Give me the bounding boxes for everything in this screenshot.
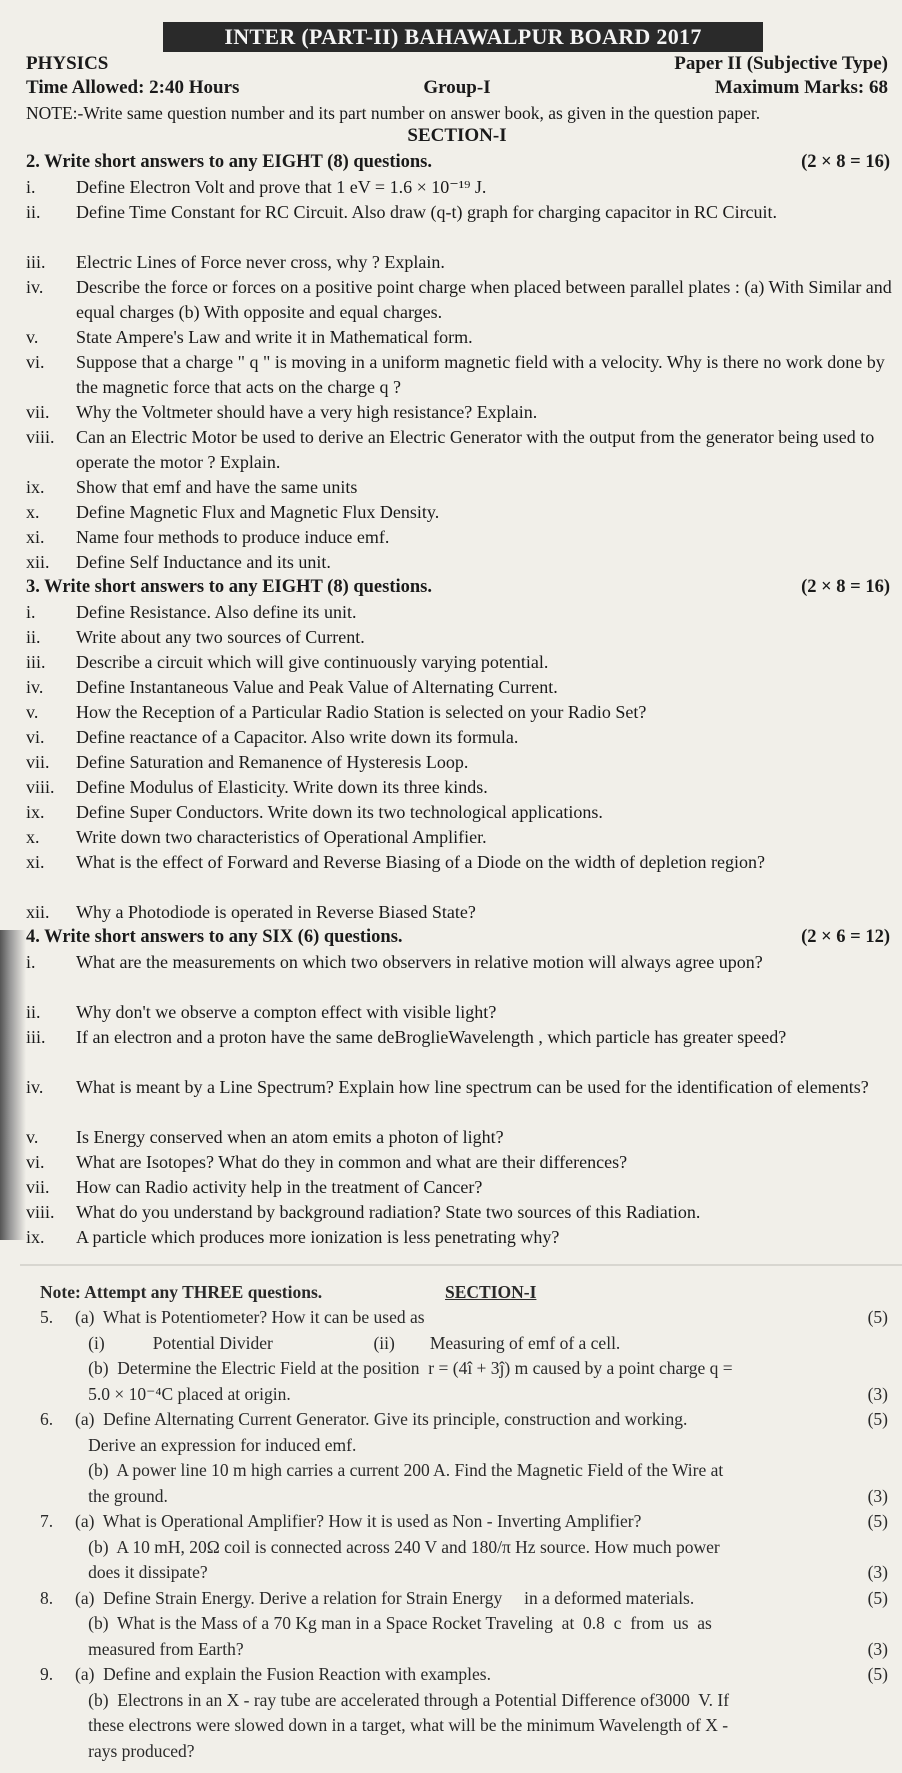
long-question-line: 8. (a) Define Strain Energy. Derive a relation for Strain Energy in a deformed materials.: [40, 1587, 695, 1608]
q4-marks: (2 × 6 = 12): [801, 927, 890, 947]
q4-part-number: vii.: [26, 1177, 50, 1197]
q3-part: [26, 900, 892, 925]
q3-part-number: xi.: [26, 852, 45, 872]
time-allowed: Time Allowed: 2:40 Hours: [26, 77, 240, 98]
q2-part-text: Define Time Constant for RC Circuit. Also draw (q-t) graph for charging capacitor in RC Circuit.: [76, 202, 778, 222]
q2-part-text: Show that emf and have the same units: [76, 477, 358, 497]
q4-part-text: How can Radio activity help in the treatment of Cancer?: [76, 1177, 483, 1197]
q2-part: [26, 275, 892, 325]
q2-part-text: Suppose that a charge " q " is moving in a uniform magnetic field with a velocity. Why is there no work done by the magnetic force that acts on the charge q ?: [76, 352, 885, 397]
q2-part-number: iv.: [26, 277, 44, 297]
paper-type: Paper II (Subjective Type): [674, 53, 888, 74]
board-banner: INTER (PART-II) BAHAWALPUR BOARD 2017: [163, 22, 763, 52]
q4-part: [26, 1025, 892, 1075]
q2-part: [26, 175, 892, 200]
q4-part-text: What is meant by a Line Spectrum? Explain how line spectrum can be used for the identification of elements?: [76, 1077, 869, 1097]
scan-edge: [0, 930, 26, 1240]
long-question-marks: (3): [867, 1562, 888, 1582]
q2-part: [26, 525, 892, 550]
q3-part-number: iii.: [26, 652, 46, 672]
q4-part-number: viii.: [26, 1202, 55, 1222]
q2-part: [26, 400, 892, 425]
long-question-marks: (5): [867, 1664, 888, 1684]
q4-part-text: What are the measurements on which two observers in relative motion will always agree upon?: [76, 952, 763, 972]
q2-part-text: Define Electron Volt and prove that 1 eV = 1.6 × 10⁻¹⁹ J.: [76, 177, 487, 197]
q3-part-text: Describe a circuit which will give continuously varying potential.: [76, 652, 549, 672]
long-question-line: (b) A power line 10 m high carries a current 200 A. Find the Magnetic Field of the Wire at: [40, 1460, 724, 1480]
q4-part-text: What are Isotopes? What do they in common and what are their differences?: [76, 1152, 628, 1172]
q4-part-text: A particle which produces more ionization is less penetrating why?: [76, 1227, 560, 1247]
q4-part-number: v.: [26, 1127, 39, 1147]
q2-part-number: v.: [26, 327, 39, 347]
q4-part: [26, 950, 892, 1000]
q2-part-text: Define Magnetic Flux and Magnetic Flux Density.: [76, 502, 440, 522]
q3-part: [26, 775, 892, 800]
q2-part: [26, 500, 892, 525]
q3-part-text: Define Modulus of Elasticity. Write down its three kinds.: [76, 777, 488, 797]
q2-part-number: ix.: [26, 477, 45, 497]
q2-part: [26, 350, 892, 400]
q2-part-number: iii.: [26, 252, 46, 272]
q3-part: [26, 725, 892, 750]
q4-part: [26, 1075, 892, 1125]
q3-part-number: vi.: [26, 727, 45, 747]
q2-part-number: ii.: [26, 202, 41, 222]
q2-part-number: x.: [26, 502, 40, 522]
q2-part-number: i.: [26, 177, 36, 197]
q3-part-number: v.: [26, 702, 39, 722]
q3-part-text: Write about any two sources of Current.: [76, 627, 365, 647]
q3-part-text: What is the effect of Forward and Reverse Biasing of a Diode on the width of depletion region?: [76, 852, 765, 872]
q3-part: [26, 800, 892, 825]
q3-part: [26, 750, 892, 775]
group: Group-I: [423, 77, 491, 98]
long-question-marks: (3): [867, 1638, 888, 1659]
q2-part-text: Electric Lines of Force never cross, why ? Explain.: [76, 252, 445, 272]
q3-part-text: Define Instantaneous Value and Peak Value of Alternating Current.: [76, 677, 558, 697]
long-question-line: measured from Earth?: [40, 1638, 244, 1659]
q4-part-text: If an electron and a proton have the same deBroglieWavelength , which particle has greater speed?: [76, 1027, 787, 1047]
q2-heading-text: 2. Write short answers to any EIGHT (8) questions.: [26, 152, 433, 172]
section-title: SECTION-I: [407, 125, 507, 146]
q2-part: [26, 550, 892, 575]
long-question-marks: (3): [867, 1485, 888, 1506]
q2-part-number: viii.: [26, 427, 55, 447]
q4-part: [26, 1000, 892, 1025]
q2-part: [26, 425, 892, 475]
q4-part: [26, 1225, 892, 1250]
q2-part-text: Name four methods to produce induce emf.: [76, 527, 390, 547]
q3-part-text: Define reactance of a Capacitor. Also write down its formula.: [76, 727, 519, 747]
q2-part-text: Can an Electric Motor be used to derive an Electric Generator with the output from the generator being used to operate the motor ? Explain.: [76, 427, 875, 472]
q4-part: [26, 1200, 892, 1225]
q3-part: [26, 700, 892, 725]
q3-part: [26, 675, 892, 700]
section2-note: Note: Attempt any THREE questions.: [40, 1282, 323, 1302]
long-question-marks: (5): [867, 1587, 888, 1608]
long-question-marks: (5): [867, 1307, 888, 1327]
q3-part: [26, 850, 892, 900]
long-question-line: 6. (a) Define Alternating Current Generator. Give its principle, construction and working.: [40, 1409, 688, 1429]
q2-part-number: xii.: [26, 552, 50, 572]
section2-title: SECTION-I: [445, 1282, 537, 1302]
subject: PHYSICS: [26, 53, 109, 74]
q2-part: [26, 200, 892, 250]
q4-part: [26, 1125, 892, 1150]
long-question-line: the ground.: [40, 1485, 168, 1506]
q4-part-number: ii.: [26, 1002, 41, 1022]
q3-part: [26, 625, 892, 650]
q3-part-text: Why a Photodiode is operated in Reverse Biased State?: [76, 902, 476, 922]
q4-part-number: ix.: [26, 1227, 45, 1247]
note: NOTE:-Write same question number and its part number on answer book, as given in the question paper.: [26, 103, 761, 123]
long-question-line: 9. (a) Define and explain the Fusion Reaction with examples.: [40, 1664, 491, 1684]
q4-part: [26, 1175, 892, 1200]
long-question-line: 7. (a) What is Operational Amplifier? How it is used as Non - Inverting Amplifier?: [40, 1511, 642, 1531]
q3-part-text: Define Resistance. Also define its unit.: [76, 602, 357, 622]
q3-part-number: ii.: [26, 627, 41, 647]
q3-part: [26, 600, 892, 625]
long-question-line: 5. (a) What is Potentiometer? How it can be used as: [40, 1307, 425, 1327]
long-question-line: (i) Potential Divider (ii) Measuring of emf of a cell.: [40, 1332, 621, 1353]
q4-part-text: What do you understand by background radiation? State two sources of this Radiation.: [76, 1202, 701, 1222]
q4-part-number: iii.: [26, 1027, 46, 1047]
q2-part: [26, 475, 892, 500]
q4-part-number: i.: [26, 952, 36, 972]
q3-part-text: How the Reception of a Particular Radio Station is selected on your Radio Set?: [76, 702, 647, 722]
long-question-line: does it dissipate?: [40, 1562, 208, 1582]
long-question-line: Derive an expression for induced emf.: [40, 1434, 357, 1455]
q3-heading: [26, 575, 890, 600]
long-question-line: (b) Electrons in an X - ray tube are accelerated through a Potential Difference of3000 V. If: [40, 1689, 730, 1710]
q2-marks: (2 × 8 = 16): [801, 152, 890, 172]
q3-part-number: i.: [26, 602, 36, 622]
long-question-marks: (5): [867, 1409, 888, 1429]
q3-marks: (2 × 8 = 16): [801, 577, 890, 597]
divider: [20, 1264, 902, 1266]
long-question-line: (b) A 10 mH, 20Ω coil is connected across 240 V and 180/π Hz source. How much power: [40, 1536, 720, 1557]
q2-part: [26, 250, 892, 275]
q4-part-number: vi.: [26, 1152, 45, 1172]
q2-part-number: vii.: [26, 402, 50, 422]
q4-heading-text: 4. Write short answers to any SIX (6) questions.: [26, 927, 403, 947]
q3-part-number: ix.: [26, 802, 45, 822]
q2-part-text: Describe the force or forces on a positive point charge when placed between parallel plates : (a) With Similar and equal charges (b) With opposite and equal charges.: [76, 277, 892, 322]
maximum-marks: Maximum Marks: 68: [714, 77, 888, 98]
q2-part: [26, 325, 892, 350]
long-question-line: (b) Determine the Electric Field at the position r = (4î + 3ĵ) m caused by a point charge q =: [40, 1358, 733, 1378]
q4-part-text: Is Energy conserved when an atom emits a photon of light?: [76, 1127, 504, 1147]
q3-part-text: Define Super Conductors. Write down its two technological applications.: [76, 802, 603, 822]
q2-part-text: Define Self Inductance and its unit.: [76, 552, 331, 572]
long-question-marks: (3): [867, 1383, 888, 1404]
q2-part-number: xi.: [26, 527, 45, 547]
q3-heading-text: 3. Write short answers to any EIGHT (8) questions.: [26, 577, 433, 597]
q3-part-number: viii.: [26, 777, 55, 797]
long-question-line: (b) What is the Mass of a 70 Kg man in a Space Rocket Traveling at 0.8 c from us as: [40, 1613, 712, 1633]
q3-part-number: x.: [26, 827, 40, 847]
q3-part-text: Write down two characteristics of Operational Amplifier.: [76, 827, 487, 847]
long-question-line: 5.0 × 10⁻⁴C placed at origin.: [40, 1383, 291, 1404]
long-question-line: these electrons were slowed down in a target, what will be the minimum Wavelength of X -: [40, 1715, 729, 1735]
q3-part-number: vii.: [26, 752, 50, 772]
q2-part-text: State Ampere's Law and write it in Mathematical form.: [76, 327, 473, 347]
q2-part-number: vi.: [26, 352, 45, 372]
q3-part-number: iv.: [26, 677, 44, 697]
q4-heading: [26, 925, 890, 950]
q3-part-text: Define Saturation and Remanence of Hysteresis Loop.: [76, 752, 469, 772]
long-question-marks: (5): [867, 1511, 888, 1531]
q4-part-text: Why don't we observe a compton effect with visible light?: [76, 1002, 497, 1022]
q4-part-number: iv.: [26, 1077, 44, 1097]
q3-part: [26, 650, 892, 675]
q3-part: [26, 825, 892, 850]
q2-heading: [26, 150, 890, 175]
q2-part-text: Why the Voltmeter should have a very high resistance? Explain.: [76, 402, 538, 422]
q4-part: [26, 1150, 892, 1175]
long-question-line: rays produced?: [40, 1740, 195, 1761]
q3-part-number: xii.: [26, 902, 50, 922]
